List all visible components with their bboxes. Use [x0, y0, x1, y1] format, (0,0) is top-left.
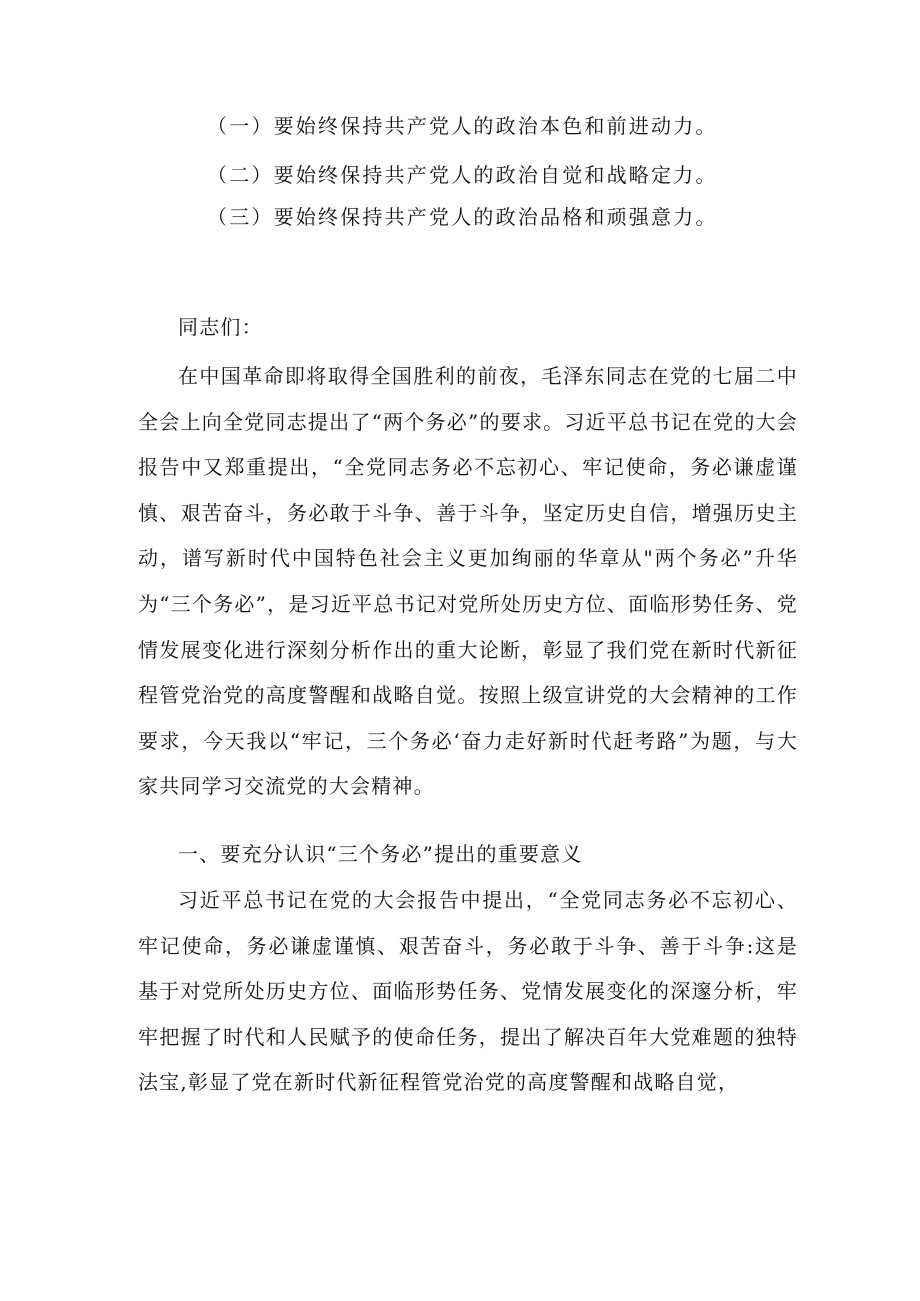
greeting: 同志们： [178, 315, 263, 339]
paragraph-1: 在中国革命即将取得全国胜利的前夜，毛泽东同志在党的七届二中全会上向全党同志提出了“两个务必”的要求。习近平总书记在党的大会报告中又郑重提出，“全党同志务必不忘初心、牢记使命，务必谦虚谨慎、艰苦奋斗，务必敢于斗争、善于斗争，坚定历史自信，增强历史主动，谱写新时代中国特色社会主义更加绚丽的华章从"两个务必”升华为“三个务必”，是习近平总书记对党所处历史方位、面临形势任务、党情发展变化进行深刻分析作出的重大论断，彰显了我们党在新时代新征程管党治党的高度警醒和战略自觉。按照上级宣讲党的大会精神的工作要求，今天我以“牢记，三个务必‘奋力走好新时代赶考路”为题，与大家共同学习交流党的大会精神。 [138, 364, 798, 799]
paragraph-2: 习近平总书记在党的大会报告中提出，“全党同志务必不忘初心、牢记使命，务必谦虚谨慎、艰苦奋斗，务必敢于斗争、善于斗争:这是基于对党所处历史方位、面临形势任务、党情发展变化的深邃分析，牢牢把握了时代和人民赋予的使命任务，提出了解决百年大党难题的独特法宝,彰显了党在新时代新征程管党治党的高度警醒和战略自觉， [138, 888, 798, 1095]
section-heading-1: 一、要充分认识“三个务必”提出的重要意义 [178, 842, 583, 866]
outline-item-3: （三）要始终保持共产党人的政治品格和顽强意力。 [207, 205, 718, 229]
outline-item-2: （二）要始终保持共产党人的政治自觉和战略定力。 [207, 163, 718, 187]
outline-item-1: （一）要始终保持共产党人的政治本色和前进动力。 [207, 114, 718, 138]
